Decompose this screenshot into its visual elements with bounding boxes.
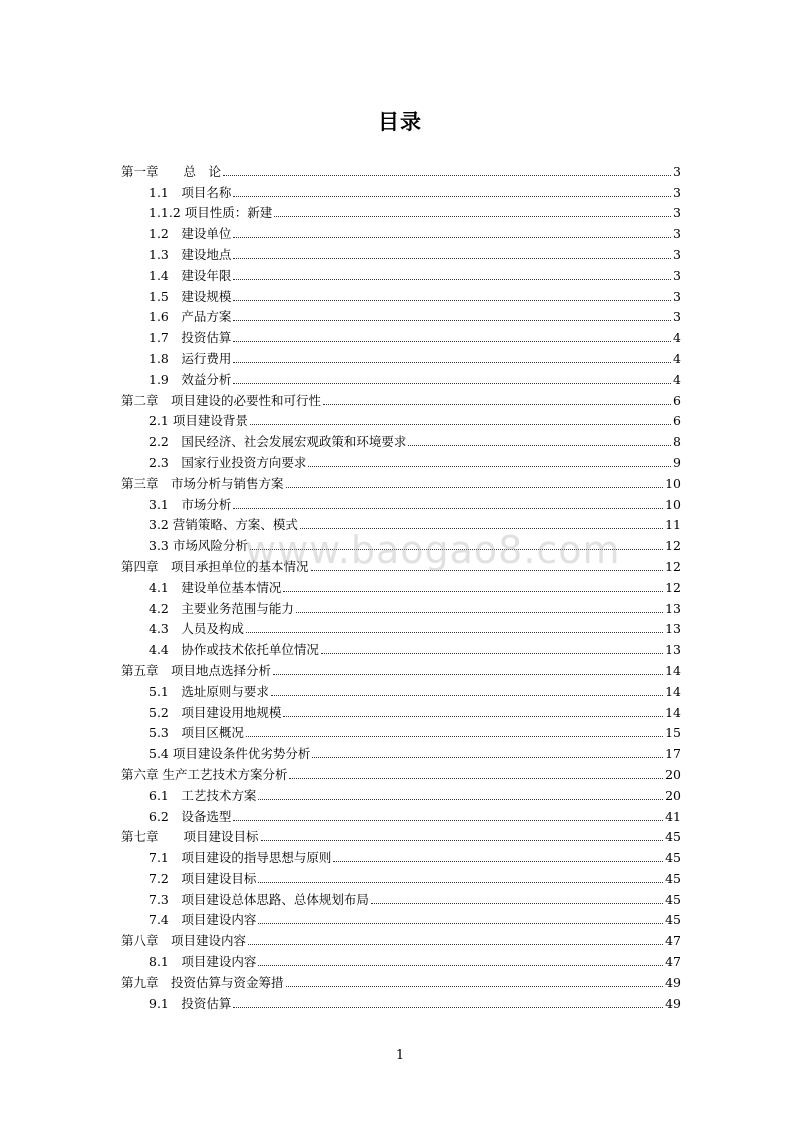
toc-entry-page: 49 <box>665 974 681 990</box>
toc-leader-dots <box>233 382 671 384</box>
toc-leader-dots <box>233 819 663 821</box>
toc-section-entry[interactable] <box>121 283 681 304</box>
toc-leader-dots <box>371 902 663 904</box>
toc-chapter-entry[interactable] <box>121 158 681 179</box>
toc-chapter-entry[interactable] <box>121 387 681 408</box>
toc-section-entry[interactable] <box>121 241 681 262</box>
toc-leader-dots <box>233 236 671 238</box>
toc-leader-dots <box>233 319 671 321</box>
toc-entry-page: 12 <box>665 558 681 574</box>
toc-chapter-entry[interactable] <box>121 553 681 574</box>
toc-entry-page: 12 <box>665 538 681 554</box>
toc-leader-dots <box>258 922 663 924</box>
toc-leader-dots <box>248 943 663 945</box>
toc-section-entry[interactable] <box>121 865 681 886</box>
toc-entry-label: 7.4 项目建设内容 <box>149 912 257 928</box>
toc-leader-dots <box>312 756 663 758</box>
toc-leader-dots <box>271 694 663 696</box>
toc-entry-page: 13 <box>665 600 681 616</box>
toc-section-entry[interactable] <box>121 304 681 325</box>
toc-entry-page: 3 <box>673 267 681 283</box>
toc-leader-dots <box>286 985 664 987</box>
toc-entry-page: 3 <box>673 246 681 262</box>
toc-entry-label: 3.3 市场风险分析 <box>149 538 248 554</box>
toc-entry-page: 45 <box>665 891 681 907</box>
toc-entry-page: 9 <box>673 454 681 470</box>
toc-entry-label: 第二章 项目建设的必要性和可行性 <box>121 392 322 408</box>
toc-entry-page: 3 <box>673 309 681 325</box>
toc-section-entry[interactable] <box>121 324 681 345</box>
toc-entry-label: 7.1 项目建设的指导思想与原则 <box>149 850 332 866</box>
toc-entry-page: 3 <box>673 184 681 200</box>
toc-section-entry[interactable] <box>121 740 681 761</box>
toc-entry-page: 13 <box>665 621 681 637</box>
toc-section-entry[interactable] <box>121 220 681 241</box>
toc-leader-dots <box>289 777 663 779</box>
toc-leader-dots <box>311 569 664 571</box>
toc-section-entry[interactable] <box>121 782 681 803</box>
toc-entry-page: 45 <box>665 870 681 886</box>
toc-entry-page: 3 <box>673 226 681 242</box>
toc-leader-dots <box>246 631 663 633</box>
toc-section-entry[interactable] <box>121 179 681 200</box>
toc-entry-page: 47 <box>665 933 681 949</box>
toc-section-entry[interactable] <box>121 428 681 449</box>
toc-entry-label: 第三章 市场分析与销售方案 <box>121 475 284 491</box>
toc-section-entry[interactable] <box>121 948 681 969</box>
toc-leader-dots <box>250 548 663 550</box>
toc-section-entry[interactable] <box>121 595 681 616</box>
toc-leader-dots <box>233 1006 663 1008</box>
toc-entry-page: 3 <box>673 163 681 179</box>
toc-entry-label: 6.1 工艺技术方案 <box>149 787 257 803</box>
page-title: 目录 <box>378 110 422 134</box>
toc-entry-label: 4.4 协作或技术依托单位情况 <box>149 642 319 658</box>
toc-entry-label: 2.3 国家行业投资方向要求 <box>149 454 307 470</box>
toc-section-entry[interactable] <box>121 345 681 366</box>
toc-leader-dots <box>233 361 671 363</box>
toc-leader-dots <box>246 735 663 737</box>
toc-entry-label: 1.4 建设年限 <box>149 267 232 283</box>
toc-entry-page: 20 <box>665 787 681 803</box>
toc-leader-dots <box>258 881 663 883</box>
toc-entry-label: 1.7 投资估算 <box>149 330 232 346</box>
toc-entry-page: 4 <box>673 350 681 366</box>
toc-section-entry[interactable] <box>121 907 681 928</box>
toc-entry-page: 8 <box>673 434 681 450</box>
toc-entry-page: 47 <box>665 954 681 970</box>
toc-leader-dots <box>296 611 663 613</box>
toc-entry-label: 第六章 生产工艺技术方案分析 <box>121 766 288 782</box>
toc-leader-dots <box>308 465 671 467</box>
toc-section-entry[interactable] <box>121 574 681 595</box>
toc-entry-label: 第四章 项目承担单位的基本情况 <box>121 558 309 574</box>
toc-section-entry[interactable] <box>121 408 681 429</box>
toc-leader-dots <box>283 590 663 592</box>
toc-entry-label: 5.4 项目建设条件优劣势分析 <box>149 746 311 762</box>
toc-section-entry[interactable] <box>121 844 681 865</box>
toc-entry-label: 第五章 项目地点选择分析 <box>121 662 272 678</box>
toc-chapter-entry[interactable] <box>121 761 681 782</box>
page-number: 1 <box>395 1048 405 1063</box>
toc-leader-dots <box>261 839 664 841</box>
toc-section-entry[interactable] <box>121 886 681 907</box>
toc-leader-dots <box>273 673 663 675</box>
toc-leader-dots <box>233 299 671 301</box>
toc-leader-dots <box>408 444 671 446</box>
toc-chapter-entry[interactable] <box>121 824 681 845</box>
toc-entry-page: 6 <box>673 413 681 429</box>
toc-entry-label: 4.3 人员及构成 <box>149 621 244 637</box>
toc-leader-dots <box>258 798 663 800</box>
toc-leader-dots <box>274 215 671 217</box>
toc-entry-page: 3 <box>673 205 681 221</box>
toc-chapter-entry[interactable] <box>121 927 681 948</box>
toc-entry-label: 6.2 设备选型 <box>149 808 232 824</box>
toc-leader-dots <box>321 652 663 654</box>
toc-entry-page: 10 <box>665 496 681 512</box>
toc-entry-label: 第九章 投资估算与资金筹措 <box>121 974 284 990</box>
toc-entry-label: 8.1 项目建设内容 <box>149 954 257 970</box>
toc-entry-label: 5.1 选址原则与要求 <box>149 683 269 699</box>
toc-section-entry[interactable] <box>121 262 681 283</box>
toc-section-entry[interactable] <box>121 366 681 387</box>
toc-entry-page: 41 <box>665 808 681 824</box>
toc-leader-dots <box>323 403 671 405</box>
toc-entry-label: 9.1 投资估算 <box>149 995 232 1011</box>
toc-leader-dots <box>233 195 671 197</box>
toc-leader-dots <box>223 174 671 176</box>
toc-section-entry[interactable] <box>121 720 681 741</box>
toc-entry-label: 1.6 产品方案 <box>149 309 232 325</box>
toc-entry-page: 14 <box>665 662 681 678</box>
toc-section-entry[interactable] <box>121 616 681 637</box>
toc-chapter-entry[interactable] <box>121 470 681 491</box>
toc-entry-label: 1.2 建设单位 <box>149 226 232 242</box>
toc-entry-label: 7.2 项目建设目标 <box>149 870 257 886</box>
toc-entry-label: 3.1 市场分析 <box>149 496 232 512</box>
toc-entry-page: 4 <box>673 371 681 387</box>
toc-entry-label: 4.2 主要业务范围与能力 <box>149 600 294 616</box>
toc-entry-page: 45 <box>665 829 681 845</box>
toc-entry-page: 14 <box>665 704 681 720</box>
toc-leader-dots <box>283 715 663 717</box>
toc-leader-dots <box>233 257 671 259</box>
toc-entry-label: 1.8 运行费用 <box>149 350 232 366</box>
toc-entry-page: 45 <box>665 912 681 928</box>
toc-entry-label: 2.2 国民经济、社会发展宏观政策和环境要求 <box>149 434 407 450</box>
toc-entry-page: 10 <box>665 475 681 491</box>
toc-entry-page: 20 <box>665 766 681 782</box>
toc-leader-dots <box>333 860 663 862</box>
toc-entry-label: 1.3 建设地点 <box>149 246 232 262</box>
toc-section-entry[interactable] <box>121 449 681 470</box>
watermark: www.baogao8.com <box>245 528 621 572</box>
toc-section-entry[interactable] <box>121 678 681 699</box>
toc-entry-label: 1.5 建设规模 <box>149 288 232 304</box>
toc-entry-label: 2.1 项目建设背景 <box>149 413 248 429</box>
toc-section-entry[interactable] <box>121 532 681 553</box>
toc-entry-page: 4 <box>673 330 681 346</box>
toc-entry-label: 1.1 项目名称 <box>149 184 232 200</box>
toc-leader-dots <box>250 423 671 425</box>
toc-section-entry[interactable] <box>121 636 681 657</box>
toc-entry-label: 3.2 营销策略、方案、模式 <box>149 517 298 533</box>
toc-entry-page: 11 <box>665 517 681 533</box>
toc-entry-label: 第一章 总 论 <box>121 163 222 179</box>
toc-section-entry[interactable] <box>121 699 681 720</box>
toc-leader-dots <box>300 527 663 529</box>
toc-leader-dots <box>233 507 663 509</box>
toc-entry-label: 1.9 效益分析 <box>149 371 232 387</box>
toc-entry-page: 15 <box>665 725 681 741</box>
toc-leader-dots <box>258 964 663 966</box>
toc-leader-dots <box>233 340 671 342</box>
toc-entry-page: 12 <box>665 579 681 595</box>
toc-entry-page: 45 <box>665 850 681 866</box>
toc-section-entry[interactable] <box>121 491 681 512</box>
toc-section-entry[interactable] <box>121 512 681 533</box>
toc-entry-page: 49 <box>665 995 681 1011</box>
toc-entry-page: 6 <box>673 392 681 408</box>
toc-entry-page: 17 <box>665 746 681 762</box>
toc-section-entry[interactable] <box>121 990 681 1011</box>
toc-chapter-entry[interactable] <box>121 969 681 990</box>
toc-leader-dots <box>286 486 664 488</box>
toc-section-entry[interactable] <box>121 803 681 824</box>
toc-entry-label: 7.3 项目建设总体思路、总体规划布局 <box>149 891 369 907</box>
toc-entry-label: 5.2 项目建设用地规模 <box>149 704 282 720</box>
toc-entry-label: 5.3 项目区概况 <box>149 725 244 741</box>
table-of-contents <box>121 158 681 1011</box>
toc-entry-page: 14 <box>665 683 681 699</box>
toc-leader-dots <box>233 278 671 280</box>
toc-entry-label: 4.1 建设单位基本情况 <box>149 579 282 595</box>
toc-entry-page: 3 <box>673 288 681 304</box>
toc-chapter-entry[interactable] <box>121 657 681 678</box>
toc-entry-label: 第七章 项目建设目标 <box>121 829 259 845</box>
toc-section-entry[interactable] <box>121 200 681 221</box>
toc-entry-label: 1.1.2 项目性质：新建 <box>149 205 273 221</box>
toc-entry-label: 第八章 项目建设内容 <box>121 933 247 949</box>
toc-entry-page: 13 <box>665 642 681 658</box>
